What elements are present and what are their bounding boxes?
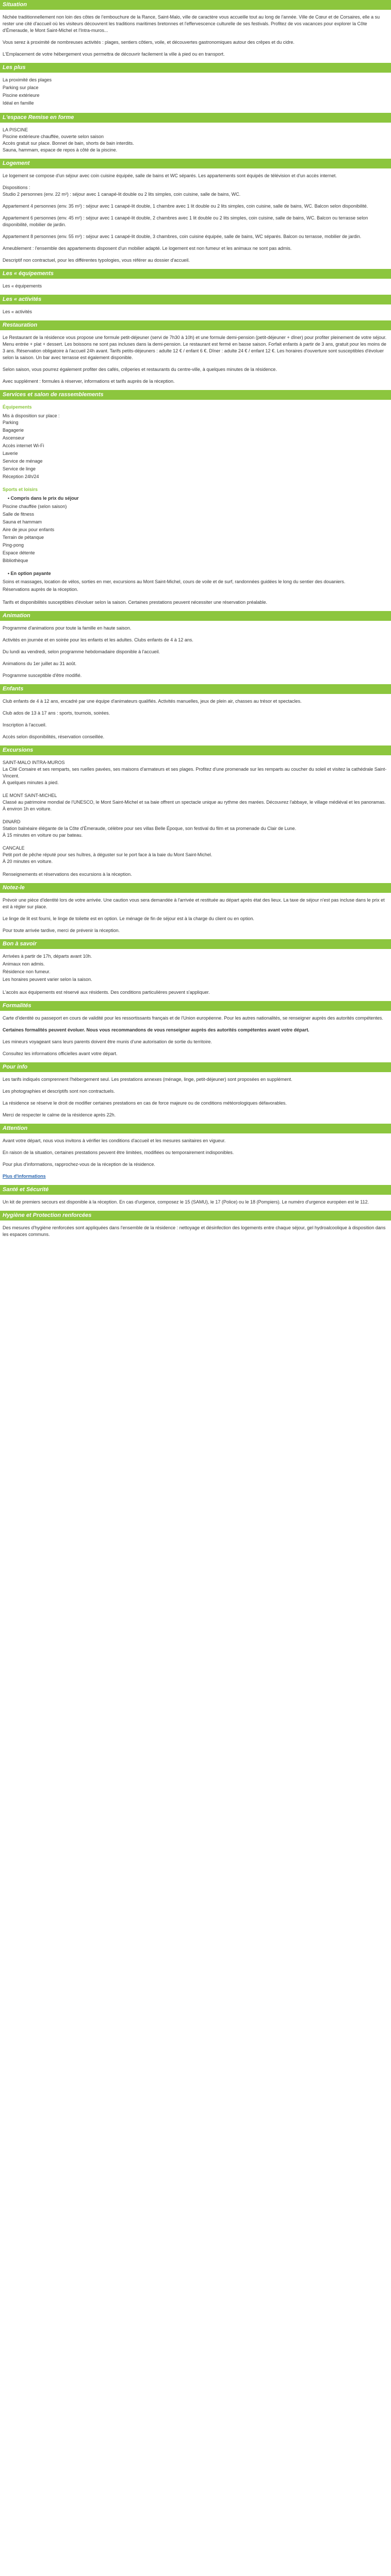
enfants-paragraph: Club enfants de 4 à 12 ans, encadré par une équipe d'animateurs qualifiés. Activités manuelles, jeux de plein air, chasses au trésor et spectacles. (3, 699, 302, 704)
section-header-sante: Santé et Sécurité (0, 1185, 391, 1195)
excursions-footer: Renseignements et réservations des excursions à la réception. (3, 872, 132, 877)
services-included-heading: • Compris dans le prix du séjour (8, 496, 79, 501)
section-header-plus: Les plus (0, 63, 391, 73)
equipements-line: Les « équipements (3, 283, 42, 289)
services-equipment-item: Réception 24h/24 (3, 474, 39, 479)
excursion-text: Station balnéaire élégante de la Côte d'Émeraude, célèbre pour ses villas Belle Époque, son festival du film et sa promenade du Clair de Lune. (3, 826, 297, 831)
excursion-text: Petit port de pêche réputé pour ses huîtres, à déguster sur le port face à la baie du Mont Saint-Michel. (3, 852, 213, 857)
bon-item: Résidence non fumeur. (3, 969, 51, 974)
services-paid-label: En option payante (10, 571, 51, 576)
formalites-paragraph: Consultez les informations officielles avant votre départ. (3, 1051, 118, 1056)
logement-note: Ameublement : l'ensemble des appartements disposent d'un mobilier adapté. Le logement est non fumeur et les animaux ne sont pas admis. (3, 246, 292, 251)
notez-paragraph: Le linge de lit est fourni, le linge de toilette est en option. Le ménage de fin de séjour est à la charge du client ou en option. (3, 916, 254, 921)
services-sub-heading-equipements: Équipements (3, 404, 32, 410)
hygiene-paragraph: Des mesures d'hygiène renforcées sont appliquées dans l'ensemble de la résidence : nettoyage et désinfection des logements entre chaque séjour, gel hydroalcoolique à disposition dans les espaces communs. (3, 1225, 386, 1237)
espace-line: Accès gratuit sur place. Bonnet de bain, shorts de bain interdits. (3, 141, 134, 146)
animation-paragraph: Du lundi au vendredi, selon programme hebdomadaire disponible à l'accueil. (3, 649, 160, 654)
section-header-situation: Situation (0, 0, 391, 10)
excursion-distance: À environ 1h en voiture. (3, 806, 52, 811)
activites-line: Les « activités (3, 309, 32, 314)
services-equipment-item: Accès internet Wi-Fi (3, 443, 44, 448)
section-header-hygiene: Hygiène et Protection renforcées (0, 1211, 391, 1221)
excursion-distance: À 20 minutes en voiture. (3, 859, 53, 864)
attention-paragraph: Avant votre départ, nous vous invitons à vérifier les conditions d'accueil et les mesures sanitaires en vigueur. (3, 1138, 226, 1143)
plus-item: Idéal en famille (3, 100, 34, 106)
services-equipment-item: Parking (3, 420, 19, 425)
plus-body (0, 73, 391, 113)
section-header-enfants: Enfants (0, 684, 391, 694)
services-included-item: Terrain de pétanque (3, 535, 44, 540)
section-header-activites: Les « activités (0, 295, 391, 304)
enfants-body (0, 694, 391, 745)
restauration-paragraph: Avec supplément : formules à réserver, informations et tarifs auprès de la réception. (3, 379, 175, 384)
section-header-equipements: Les « équipements (0, 269, 391, 279)
plus-item: Piscine extérieure (3, 93, 40, 98)
section-header-espace: L'espace Remise en forme (0, 113, 391, 123)
logement-paragraph: Appartement 8 personnes (env. 55 m²) : séjour avec 1 canapé-lit double, 3 chambres, coin cuisine équipée, salle de bains, WC séparés. Balcon ou terrasse, mobilier de jardin. (3, 234, 362, 239)
logement-body (0, 168, 391, 269)
services-included-item: Sauna et hammam (3, 519, 42, 524)
logement-footer: Descriptif non contractuel, pour les différentes typologies, vous référer au dossier d'accueil. (3, 258, 190, 263)
services-included-item: Espace détente (3, 550, 35, 555)
enfants-paragraph: Inscription à l'accueil. (3, 722, 47, 727)
services-paid-heading: • En option payante (8, 571, 51, 576)
services-included-item: Bibliothèque (3, 558, 28, 563)
animation-body (0, 621, 391, 684)
page (0, 0, 391, 1243)
activites-body (0, 304, 391, 320)
pourinfo-paragraph: Les photographies et descriptifs sont non contractuels. (3, 1089, 115, 1094)
hygiene-body (0, 1221, 391, 1243)
excursions-body (0, 755, 391, 883)
espace-line: Sauna, hammam, espace de repos à côté de la piscine. (3, 147, 118, 152)
services-included-item: Ping-pong (3, 543, 24, 548)
espace-body (0, 123, 391, 159)
logement-intro: Le logement se compose d'un séjour avec coin cuisine équipée, salle de bains et WC séparés. Les appartements sont équipés de télévision et d'un accès internet. (3, 173, 337, 178)
enfants-paragraph: Club ados de 13 à 17 ans : sports, tournois, soirées. (3, 710, 110, 716)
plus-item: Parking sur place (3, 85, 39, 90)
espace-line: Piscine extérieure chauffée, ouverte selon saison (3, 134, 104, 139)
restauration-paragraph: Selon saison, vous pourrez également profiter des cafés, crêperies et restaurants du centre-ville, à quelques minutes de la résidence. (3, 367, 277, 372)
services-included-item: Aire de jeux pour enfants (3, 527, 55, 532)
formalites-body (0, 1011, 391, 1062)
situation-paragraph-3: L'Emplacement de votre hébergement vous permettra de découvrir facilement la ville à pied ou en transport. (3, 52, 225, 57)
bon-extra: L'accès aux équipements est réservé aux résidents. Des conditions particulières peuvent s'appliquer. (3, 990, 210, 995)
attention-body (0, 1133, 391, 1185)
bon-list (3, 953, 388, 983)
bon-item: Animaux non admis. (3, 961, 45, 967)
services-intro: Mis à disposition sur place : (3, 413, 60, 418)
animation-paragraph: Animations du 1er juillet au 31 août. (3, 661, 77, 666)
excursion-heading: CANCALE (3, 845, 25, 851)
situation-paragraph-2: Vous serez à proximité de nombreuses activités : plages, sentiers côtiers, voile, et découvertes gastronomiques autour des crêpes et du cidre. (3, 40, 295, 45)
pourinfo-body (0, 1072, 391, 1124)
situation-body (0, 10, 391, 63)
services-equipment-item: Service de linge (3, 466, 36, 471)
excursion-distance: À 15 minutes en voiture ou par bateau. (3, 833, 83, 838)
notez-paragraph: Prévoir une pièce d'identité lors de votre arrivée. Une caution vous sera demandée à l'arrivée et restituée au départ après état des lieux. La taxe de séjour n'est pas incluse dans le prix et est à régler sur place. (3, 897, 385, 909)
pourinfo-paragraph: Merci de respecter le calme de la résidence après 22h. (3, 1112, 116, 1117)
section-header-logement: Logement (0, 159, 391, 168)
services-paid-item: Réservations auprès de la réception. (3, 587, 78, 592)
services-equipment-item: Laverie (3, 451, 18, 456)
espace-label: LA PISCINE (3, 127, 28, 132)
attention-paragraph: Pour plus d'informations, rapprochez-vous de la réception de la résidence. (3, 1162, 155, 1167)
restauration-body (0, 330, 391, 390)
animation-paragraph: Activités en journée et en soirée pour les enfants et les adultes. Clubs enfants de 4 à 12 ans. (3, 637, 193, 642)
services-equipment-item: Service de ménage (3, 459, 43, 464)
logement-paragraph: Studio 2 personnes (env. 22 m²) : séjour avec 1 canapé-lit double ou 2 lits simples, coin cuisine, salle de bains, WC. (3, 192, 241, 197)
logement-paragraph: Appartement 6 personnes (env. 45 m²) : séjour avec 1 canapé-lit double, 2 chambres avec 1 lit double ou 2 lits simples, coin cuisine, salle de bains, WC. Balcon ou terrasse selon disponibilité, mobilier de jardin. (3, 215, 368, 227)
formalites-highlight: Certaines formalités peuvent évoluer. Nous vous recommandons de vous renseigner auprès des autorités compétentes avant votre départ. (3, 1027, 309, 1032)
section-header-bon-a-savoir: Bon à savoir (0, 939, 391, 949)
animation-note: Programme susceptible d'être modifié. (3, 673, 82, 678)
logement-sub-label: Dispositions : (3, 185, 30, 190)
restauration-paragraph: Le Restaurant de la résidence vous propose une formule petit-déjeuner (servi de 7h30 à 10h) et une formule demi-pension (petit-déjeuner + dîner) pour profiter pleinement de votre séjour. Menu entrée + plat + dessert. Les boissons ne sont pas incluses dans la demi-pension. Le restaurant est fermé en basse saison. Forfait enfants à partir de 3 ans, gratuit pour les moins de 3 ans. Réservation obligatoire à l'accueil 24h avant. Tarifs petits-déjeuners : adulte 12 € / enfant 6 €. Dîner : adulte 24 € / enfant 12 €. Les horaires d'ouverture sont susceptibles d'évoluer selon la saison. Un bar avec terrasse est également disponible. (3, 335, 387, 360)
services-paid-list (3, 579, 388, 593)
notez-paragraph: Pour toute arrivée tardive, merci de prévenir la réception. (3, 928, 120, 933)
excursion-heading: DINARD (3, 819, 21, 824)
section-header-notez: Notez-le (0, 883, 391, 893)
equipements-body (0, 279, 391, 295)
excursion-text: La Cité Corsaire et ses remparts, ses ruelles pavées, ses maisons d'armateurs et ses plages. Profitez d'une promenade sur les remparts au coucher du soleil et visitez la cathédrale Saint-Vincent. (3, 767, 387, 778)
section-header-services: Services et salon de rassemblements (0, 390, 391, 400)
excursion-heading: SAINT-MALO INTRA-MUROS (3, 760, 65, 765)
section-header-excursions: Excursions (0, 745, 391, 755)
services-sub-heading-sports: Sports et loisirs (3, 487, 38, 492)
services-equipment-item: Ascenseur (3, 435, 25, 440)
bon-body (0, 949, 391, 1001)
sante-body (0, 1195, 391, 1211)
bon-item: Les horaires peuvent varier selon la saison. (3, 977, 92, 982)
plus-item: La proximité des plages (3, 77, 52, 82)
bon-item: Arrivées à partir de 17h, départs avant 10h. (3, 954, 92, 959)
excursion-text: Classé au patrimoine mondial de l'UNESCO, le Mont Saint-Michel et sa baie offrent un spectacle unique au rythme des marées. Découvrez l'abbaye, le village médiéval et les panoramas. (3, 800, 386, 805)
section-header-pour-info: Pour info (0, 1062, 391, 1072)
section-header-attention: Attention (0, 1124, 391, 1133)
animation-paragraph: Programme d'animations pour toute la famille en haute saison. (3, 625, 132, 631)
services-equipment-item: Bagagerie (3, 428, 24, 433)
attention-paragraph: En raison de la situation, certaines prestations peuvent être limitées, modifiées ou temporairement indisponibles. (3, 1150, 234, 1155)
section-header-animation: Animation (0, 611, 391, 621)
attention-info-link[interactable]: Plus d'informations (3, 1174, 46, 1179)
pourinfo-paragraph: Les tarifs indiqués comprennent l'hébergement seul. Les prestations annexes (ménage, linge, petit-déjeuner) sont proposées en supplément. (3, 1077, 292, 1082)
situation-paragraph-1: Nichée traditionnellement non loin des côtes de l'embouchure de la Rance, Saint-Malo, ville de caractère vous accueille tout au long de l'année. Ville de Cœur et de Corsaires, elle a su rester une cité d'accueil où les visiteurs découvrent les traditions maritimes bretonnes et l'effervescence culturelle de ses festivals. Profitez de vos vacances pour explorer la Côte d'Émeraude, le Mont Saint-Michel et l'Intra-muros... (3, 14, 380, 33)
formalites-paragraph: Carte d'identité ou passeport en cours de validité pour les ressortissants français et de l'Union européenne. Pour les autres nationalités, se renseigner auprès des autorités compétentes. (3, 1015, 383, 1021)
section-header-restauration: Restauration (0, 320, 391, 330)
excursion-block (3, 792, 388, 812)
excursion-block (3, 759, 388, 786)
services-included-list (3, 503, 388, 564)
services-included-label: Compris dans le prix du séjour (10, 496, 79, 501)
services-included-item: Salle de fitness (3, 512, 35, 517)
excursion-block (3, 819, 388, 839)
enfants-note: Accès selon disponibilités, réservation conseillée. (3, 734, 105, 739)
services-included-item: Piscine chauffée (selon saison) (3, 504, 67, 509)
services-paid-item: Soins et massages, location de vélos, sorties en mer, excursions au Mont Saint-Michel, cours de voile et de surf, randonnées guidées le long du sentier des douaniers. (3, 579, 346, 584)
services-equipment-list (3, 419, 388, 480)
services-body (0, 400, 391, 611)
notez-body (0, 893, 391, 939)
section-header-formalites: Formalités (0, 1001, 391, 1011)
logement-paragraph: Appartement 4 personnes (env. 35 m²) : séjour avec 1 canapé-lit double, 1 chambre avec 1 lit double ou 2 lits simples, coin cuisine, salle de bains, WC. Balcon selon disponibilité. (3, 204, 368, 209)
excursion-heading: LE MONT SAINT-MICHEL (3, 793, 57, 798)
pourinfo-paragraph: La résidence se réserve le droit de modifier certaines prestations en cas de force majeure ou de conditions météorologiques défavorables. (3, 1100, 287, 1106)
excursion-distance: À quelques minutes à pied. (3, 780, 59, 785)
plus-list (3, 77, 388, 107)
sante-paragraph: Un kit de premiers secours est disponible à la réception. En cas d'urgence, composez le 15 (SAMU), le 17 (Police) ou le 18 (Pompiers). Le numéro d'urgence européen est le 112. (3, 1199, 369, 1205)
formalites-paragraph: Les mineurs voyageant sans leurs parents doivent être munis d'une autorisation de sortie du territoire. (3, 1039, 212, 1044)
services-footer: Tarifs et disponibilités susceptibles d'évoluer selon la saison. Certaines prestations peuvent nécessiter une réservation préalable. (3, 600, 268, 605)
excursion-block (3, 845, 388, 865)
